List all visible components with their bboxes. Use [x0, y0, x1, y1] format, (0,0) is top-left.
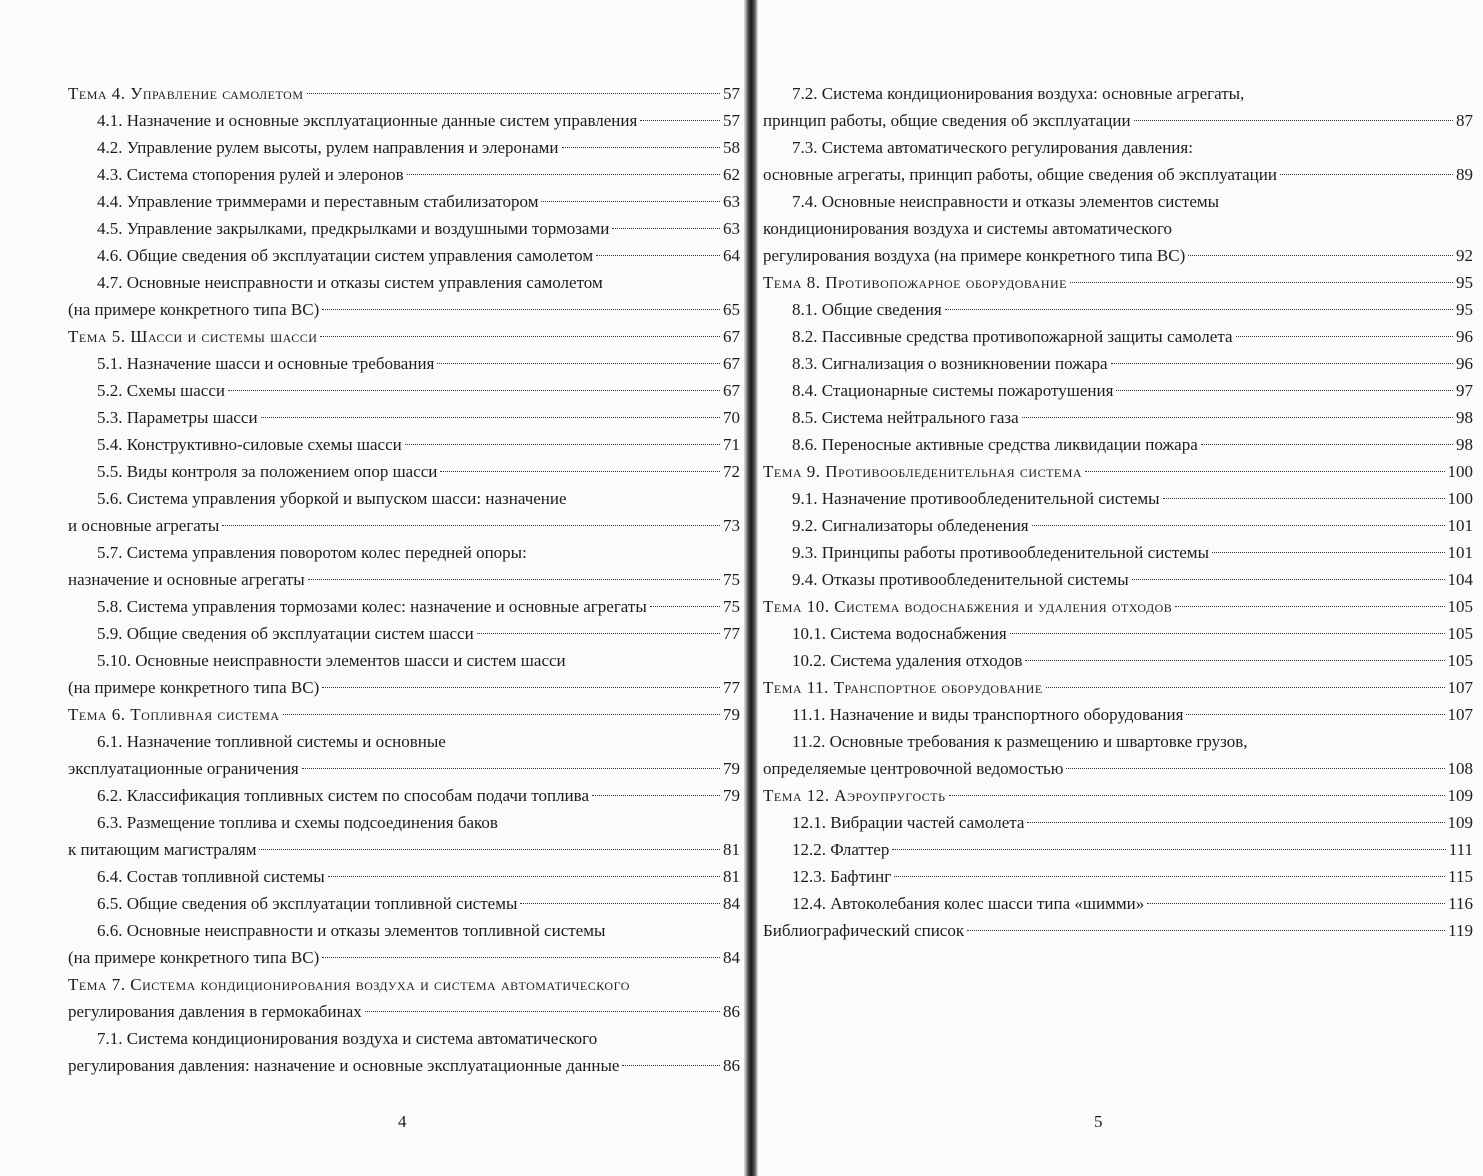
toc-entry-title: 12.2. Флаттер: [792, 840, 890, 859]
dot-leader: [650, 605, 720, 607]
toc-entry-title: 4.1. Назначение и основные эксплуатационные данные систем управления: [97, 111, 638, 130]
toc-page-number: 100: [1447, 462, 1473, 481]
toc-page-number: 86: [723, 1002, 740, 1021]
toc-entry: [763, 350, 1473, 377]
dot-leader: [1111, 362, 1453, 364]
toc-entry-title: 4.6. Общие сведения об эксплуатации систем управления самолетом: [97, 246, 594, 265]
toc-entry: [763, 890, 1473, 917]
dot-leader: [1280, 173, 1453, 175]
dot-leader: [1186, 713, 1444, 715]
toc-entry: [68, 809, 740, 836]
dot-leader: [302, 767, 720, 769]
toc-entry-title: 4.5. Управление закрылками, предкрылками и воздушными тормозами: [97, 219, 610, 238]
toc-entry: [763, 215, 1473, 242]
toc-entry-title: 7.1. Система кондиционирования воздуха и система автоматического: [97, 1029, 598, 1048]
toc-page-number: 89: [1456, 165, 1473, 184]
toc-page-number: 63: [723, 192, 740, 211]
toc-entry-title: Тема 9. Противообледенительная система: [763, 462, 1083, 481]
dot-leader: [1175, 605, 1444, 607]
toc-entry-title: определяемые центровочной ведомостью: [763, 759, 1064, 778]
toc-page-number: 87: [1456, 111, 1473, 130]
toc-page-number: 98: [1456, 435, 1473, 454]
dot-leader: [222, 524, 720, 526]
toc-entry-title: Тема 6. Топливная система: [68, 705, 280, 724]
toc-entry-title: (на примере конкретного типа ВС): [68, 678, 320, 697]
toc-page-number: 58: [723, 138, 740, 157]
toc-page-number: 101: [1447, 516, 1473, 535]
toc-entry: [68, 431, 740, 458]
dot-leader: [1132, 578, 1445, 580]
toc-entry-title: Тема 12. Аэроупругость: [763, 786, 946, 805]
toc-entry-title: 8.5. Система нейтрального газа: [792, 408, 1019, 427]
toc-entry-title: 5.10. Основные неисправности элементов шасси и систем шасси: [97, 651, 566, 670]
toc-page-number: 101: [1447, 543, 1473, 562]
toc-entry-title: 7.4. Основные неисправности и отказы элементов системы: [792, 192, 1220, 211]
toc-entry-title: 6.3. Размещение топлива и схемы подсоединения баков: [97, 813, 498, 832]
dot-leader: [622, 1064, 720, 1066]
toc-entry-title: 8.1. Общие сведения: [792, 300, 942, 319]
toc-page-number: 65: [723, 300, 740, 319]
toc-page-number: 92: [1456, 246, 1473, 265]
dot-leader: [322, 956, 720, 958]
dot-leader: [283, 713, 720, 715]
toc-entry: [763, 188, 1473, 215]
toc-page-number: 111: [1448, 840, 1473, 859]
dot-leader: [328, 875, 720, 877]
toc-entry: [68, 80, 740, 107]
dot-leader: [1032, 524, 1445, 526]
toc-entry: [68, 701, 740, 728]
toc-entry-title: 10.1. Система водоснабжения: [792, 624, 1007, 643]
toc-entry: [763, 701, 1473, 728]
dot-leader: [1236, 335, 1453, 337]
toc-entry-title: 5.1. Назначение шасси и основные требования: [97, 354, 435, 373]
toc-entry-title: 4.4. Управление триммерами и переставным стабилизатором: [97, 192, 539, 211]
toc-entry-title: 5.4. Конструктивно-силовые схемы шасси: [97, 435, 402, 454]
dot-leader: [1147, 902, 1445, 904]
toc-page-number: 100: [1447, 489, 1473, 508]
toc-entry: [68, 107, 740, 134]
toc-page-number: 95: [1456, 300, 1473, 319]
toc-page-number: 81: [723, 840, 740, 859]
toc-entry: [763, 755, 1473, 782]
toc-page-number: 95: [1456, 273, 1473, 292]
toc-page-number: 73: [723, 516, 740, 535]
toc-page-number: 115: [1448, 867, 1473, 886]
toc-entry: [68, 755, 740, 782]
toc-entry-title: 12.4. Автоколебания колес шасси типа «шимми»: [792, 894, 1145, 913]
toc-entry: [68, 134, 740, 161]
dot-leader: [1066, 767, 1444, 769]
toc-entry: [763, 782, 1473, 809]
toc-entry: [763, 674, 1473, 701]
dot-leader: [894, 875, 1445, 877]
toc-entry-title: 5.5. Виды контроля за положением опор шасси: [97, 462, 438, 481]
toc-entry-title: 4.3. Система стопорения рулей и элеронов: [97, 165, 404, 184]
toc-entry-title: основные агрегаты, принцип работы, общие сведения об эксплуатации: [763, 165, 1277, 184]
toc-entry-title: Тема 11. Транспортное оборудование: [763, 678, 1043, 697]
toc-entry: [68, 566, 740, 593]
toc-entry-title: назначение и основные агрегаты: [68, 570, 305, 589]
dot-leader: [228, 389, 720, 391]
toc-page-number: 77: [723, 678, 740, 697]
toc-entry: [68, 161, 740, 188]
page-number-left: 4: [398, 1112, 407, 1131]
toc-entry: [68, 890, 740, 917]
toc-page-number: 116: [1448, 894, 1473, 913]
dot-leader: [592, 794, 720, 796]
toc-entry-title: (на примере конкретного типа ВС): [68, 300, 320, 319]
toc-page-number: 96: [1456, 354, 1473, 373]
dot-leader: [307, 92, 720, 94]
dot-leader: [949, 794, 1445, 796]
book-gutter: [744, 0, 758, 1176]
toc-entry: [68, 593, 740, 620]
dot-leader: [1027, 821, 1444, 823]
toc-entry: [68, 296, 740, 323]
toc-page-number: 79: [723, 786, 740, 805]
toc-page-number: 109: [1447, 786, 1473, 805]
toc-entry: [68, 620, 740, 647]
toc-entry: [763, 296, 1473, 323]
dot-leader: [640, 119, 720, 121]
dot-leader: [1163, 497, 1445, 499]
toc-entry: [763, 134, 1473, 161]
dot-leader: [892, 848, 1445, 850]
page-number-right: 5: [1094, 1112, 1103, 1131]
toc-entry-title: 5.3. Параметры шасси: [97, 408, 258, 427]
dot-leader: [1046, 686, 1445, 688]
toc-entry: [763, 593, 1473, 620]
toc-entry-title: Тема 5. Шасси и системы шасси: [68, 327, 318, 346]
toc-page-number: 105: [1447, 651, 1473, 670]
toc-entry-title: 10.2. Система удаления отходов: [792, 651, 1023, 670]
toc-page-number: 63: [723, 219, 740, 238]
toc-entry-title: 8.6. Переносные активные средства ликвидации пожара: [792, 435, 1198, 454]
toc-page-number: 67: [723, 354, 740, 373]
toc-page-number: 108: [1447, 759, 1473, 778]
table-of-contents-right: [763, 80, 1473, 944]
toc-entry: [68, 1025, 740, 1052]
toc-entry: [763, 431, 1473, 458]
dot-leader: [405, 443, 720, 445]
toc-entry: [68, 674, 740, 701]
dot-leader: [1010, 632, 1445, 634]
toc-entry-title: эксплуатационные ограничения: [68, 759, 299, 778]
toc-entry: [68, 647, 740, 674]
toc-entry-title: 6.2. Классификация топливных систем по способам подачи топлива: [97, 786, 589, 805]
toc-page-number: 119: [1448, 921, 1473, 940]
toc-page-number: 75: [723, 570, 740, 589]
toc-entry-title: и основные агрегаты: [68, 516, 220, 535]
toc-entry: [763, 620, 1473, 647]
toc-page-number: 96: [1456, 327, 1473, 346]
toc-entry-title: 6.5. Общие сведения об эксплуатации топливной системы: [97, 894, 518, 913]
toc-entry: [68, 539, 740, 566]
toc-entry: [68, 377, 740, 404]
toc-entry: [763, 539, 1473, 566]
toc-entry: [763, 647, 1473, 674]
toc-page-number: 57: [723, 111, 740, 130]
toc-entry: [763, 566, 1473, 593]
toc-entry: [763, 512, 1473, 539]
toc-entry: [763, 485, 1473, 512]
toc-entry: [763, 377, 1473, 404]
dot-leader: [562, 146, 720, 148]
toc-entry: [68, 1052, 740, 1079]
dot-leader: [1022, 416, 1453, 418]
dot-leader: [322, 686, 720, 688]
dot-leader: [520, 902, 720, 904]
toc-entry: [763, 323, 1473, 350]
dot-leader: [322, 308, 720, 310]
toc-entry: [763, 836, 1473, 863]
dot-leader: [437, 362, 720, 364]
toc-entry-title: 6.4. Состав топливной системы: [97, 867, 325, 886]
toc-entry-title: 8.2. Пассивные средства противопожарной защиты самолета: [792, 327, 1233, 346]
dot-leader: [407, 173, 720, 175]
toc-page-number: 105: [1447, 597, 1473, 616]
toc-entry-title: 5.6. Система управления уборкой и выпуском шасси: назначение: [97, 489, 567, 508]
toc-entry-title: Библиографический список: [763, 921, 965, 940]
toc-entry: [68, 971, 740, 998]
toc-entry-title: 9.4. Отказы противообледенительной системы: [792, 570, 1129, 589]
toc-entry: [763, 863, 1473, 890]
dot-leader: [320, 335, 720, 337]
toc-entry: [68, 404, 740, 431]
toc-entry-title: Тема 8. Противопожарное оборудование: [763, 273, 1067, 292]
toc-entry: [68, 215, 740, 242]
dot-leader: [261, 416, 720, 418]
toc-entry-title: Тема 4. Управление самолетом: [68, 84, 304, 103]
dot-leader: [477, 632, 720, 634]
toc-entry-title: Тема 10. Система водоснабжения и удаления отходов: [763, 597, 1173, 616]
toc-entry: [763, 80, 1473, 107]
toc-entry: [68, 485, 740, 512]
toc-entry: [763, 917, 1473, 944]
toc-entry-title: 8.3. Сигнализация о возникновении пожара: [792, 354, 1108, 373]
toc-entry: [68, 998, 740, 1025]
toc-page-number: 70: [723, 408, 740, 427]
toc-entry: [68, 728, 740, 755]
table-of-contents-left: [68, 80, 740, 1079]
toc-entry: [763, 107, 1473, 134]
toc-page-number: 104: [1447, 570, 1473, 589]
dot-leader: [1212, 551, 1445, 553]
toc-entry: [68, 917, 740, 944]
toc-entry-title: 4.2. Управление рулем высоты, рулем направления и элеронами: [97, 138, 559, 157]
dot-leader: [1070, 281, 1453, 283]
toc-page-number: 72: [723, 462, 740, 481]
toc-page-number: 62: [723, 165, 740, 184]
toc-entry-title: регулирования давления в гермокабинах: [68, 1002, 362, 1021]
toc-page-number: 109: [1447, 813, 1473, 832]
toc-entry-title: 9.1. Назначение противообледенительной системы: [792, 489, 1160, 508]
toc-page-number: 77: [723, 624, 740, 643]
toc-page-number: 71: [723, 435, 740, 454]
dot-leader: [541, 200, 720, 202]
dot-leader: [967, 929, 1445, 931]
toc-entry: [68, 323, 740, 350]
toc-entry: [763, 269, 1473, 296]
toc-page-number: 57: [723, 84, 740, 103]
toc-page-number: 79: [723, 759, 740, 778]
toc-entry: [68, 350, 740, 377]
dot-leader: [612, 227, 720, 229]
toc-page-number: 84: [723, 948, 740, 967]
toc-entry-title: регулирования воздуха (на примере конкретного типа ВС): [763, 246, 1186, 265]
toc-entry: [763, 458, 1473, 485]
toc-entry-title: 7.2. Система кондиционирования воздуха: основные агрегаты,: [792, 84, 1245, 103]
toc-entry-title: 4.7. Основные неисправности и отказы систем управления самолетом: [97, 273, 603, 292]
toc-entry-title: принцип работы, общие сведения об эксплуатации: [763, 111, 1131, 130]
toc-entry-title: 5.7. Система управления поворотом колес передней опоры:: [97, 543, 527, 562]
toc-page-number: 98: [1456, 408, 1473, 427]
toc-entry: [763, 161, 1473, 188]
toc-page-number: 107: [1447, 678, 1473, 697]
toc-page-number: 67: [723, 327, 740, 346]
toc-entry-title: 12.3. Бафтинг: [792, 867, 892, 886]
toc-entry-title: к питающим магистралям: [68, 840, 257, 859]
dot-leader: [596, 254, 720, 256]
toc-entry-title: 11.2. Основные требования к размещению и швартовке грузов,: [792, 732, 1248, 751]
toc-entry-title: 12.1. Вибрации частей самолета: [792, 813, 1025, 832]
toc-entry: [68, 863, 740, 890]
toc-entry-title: 7.3. Система автоматического регулирования давления:: [792, 138, 1193, 157]
toc-page-number: 67: [723, 381, 740, 400]
toc-page-number: 81: [723, 867, 740, 886]
toc-entry: [763, 728, 1473, 755]
toc-page-number: 84: [723, 894, 740, 913]
dot-leader: [1085, 470, 1444, 472]
toc-entry: [763, 242, 1473, 269]
toc-entry-title: 9.3. Принципы работы противообледенительной системы: [792, 543, 1209, 562]
toc-entry-title: 6.6. Основные неисправности и отказы элементов топливной системы: [97, 921, 606, 940]
toc-entry: [763, 404, 1473, 431]
toc-entry-title: 5.2. Схемы шасси: [97, 381, 225, 400]
dot-leader: [365, 1010, 720, 1012]
toc-entry: [68, 782, 740, 809]
toc-entry-title: (на примере конкретного типа ВС): [68, 948, 320, 967]
toc-entry: [763, 809, 1473, 836]
toc-entry-title: 11.1. Назначение и виды транспортного оборудования: [792, 705, 1184, 724]
dot-leader: [1188, 254, 1453, 256]
toc-page-number: 105: [1447, 624, 1473, 643]
dot-leader: [1116, 389, 1453, 391]
toc-page-number: 107: [1447, 705, 1473, 724]
toc-entry-title: 8.4. Стационарные системы пожаротушения: [792, 381, 1114, 400]
dot-leader: [308, 578, 720, 580]
toc-entry: [68, 512, 740, 539]
toc-entry: [68, 944, 740, 971]
toc-page-number: 79: [723, 705, 740, 724]
toc-entry-title: Тема 7. Система кондиционирования воздуха и система автоматического: [68, 975, 630, 994]
dot-leader: [440, 470, 720, 472]
toc-entry: [68, 458, 740, 485]
toc-entry: [68, 188, 740, 215]
dot-leader: [1134, 119, 1453, 121]
toc-entry-title: кондиционирования воздуха и системы автоматического: [763, 219, 1173, 238]
toc-page-number: 75: [723, 597, 740, 616]
toc-entry-title: регулирования давления: назначение и основные эксплуатационные данные: [68, 1056, 620, 1075]
dot-leader: [1201, 443, 1453, 445]
toc-entry-title: 5.9. Общие сведения об эксплуатации систем шасси: [97, 624, 474, 643]
toc-entry-title: 5.8. Система управления тормозами колес: назначение и основные агрегаты: [97, 597, 647, 616]
toc-entry-title: 9.2. Сигнализаторы обледенения: [792, 516, 1029, 535]
dot-leader: [1025, 659, 1444, 661]
toc-entry: [68, 269, 740, 296]
toc-entry-title: 6.1. Назначение топливной системы и основные: [97, 732, 446, 751]
toc-page-number: 64: [723, 246, 740, 265]
toc-page-number: 97: [1456, 381, 1473, 400]
dot-leader: [259, 848, 720, 850]
right-page: [758, 0, 1483, 1176]
dot-leader: [945, 308, 1453, 310]
toc-entry: [68, 836, 740, 863]
toc-page-number: 86: [723, 1056, 740, 1075]
toc-entry: [68, 242, 740, 269]
